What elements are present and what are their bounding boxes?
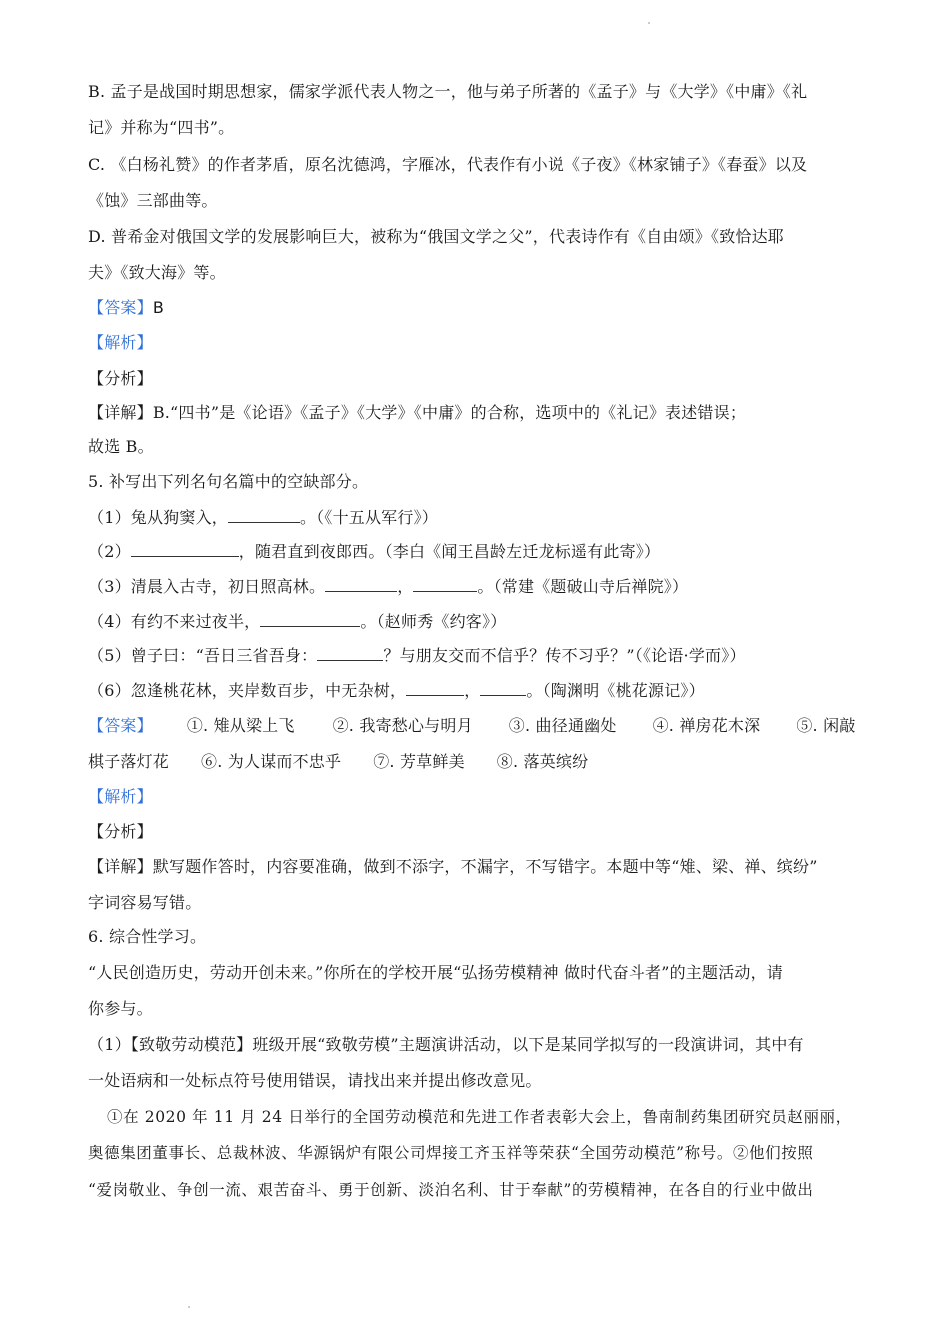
answer-tag: 【答案】 — [88, 298, 153, 317]
q6-sub1-line1: （1）【致敬劳动模范】班级开展“致敬劳模”主题演讲活动，以下是某同学拟写的一段演讲词，其中有 — [88, 1035, 804, 1054]
q5-item3 — [88, 577, 688, 597]
q5-item4-text: （4）有约不来过夜半， — [88, 612, 261, 631]
answer-item-7: ⑦. 芳草鲜美 — [373, 752, 465, 771]
q5-item4-source: 。（赵师秀《约客》） — [360, 612, 507, 631]
analysis-tag: 【解析】 — [88, 333, 153, 352]
q5-item3-source: 。（常建《题破山寺后禅院》） — [477, 577, 689, 596]
q5-item2 — [88, 542, 660, 562]
answer-line — [88, 298, 164, 318]
detail-text: 默写题作答时，内容要准确，做到不添字，不漏字，不写错字。本题中等“雉、梁、禅、缤纷” — [152, 857, 818, 876]
fill-blank — [480, 681, 526, 696]
fill-blank — [406, 681, 464, 696]
q6-intro-line2: 你参与。 — [88, 999, 153, 1018]
detail-tag: 【详解】 — [88, 857, 153, 876]
answer-value: B — [152, 298, 164, 317]
detail-text: B.“四书”是《论语》《孟子》《大学》《中庸》的合称，选项中的《礼记》表述错误； — [152, 403, 747, 422]
answer-item-4: ④. 禅房花木深 — [652, 716, 761, 735]
fill-blank — [325, 577, 397, 592]
q5-item1-text: （1）兔从狗窦入， — [88, 508, 228, 527]
scan-dot — [188, 1306, 190, 1308]
q5-item6-separator: ， — [464, 681, 481, 700]
q5-item5 — [88, 646, 746, 666]
fill-blank — [260, 612, 360, 627]
fill-blank — [317, 646, 383, 661]
q5-item2-number: （2） — [88, 542, 131, 561]
answer-item-3: ③. 曲径通幽处 — [508, 716, 617, 735]
q5-item4 — [88, 612, 506, 632]
q5-item6-source: 。（陶渊明《桃花源记》） — [526, 681, 705, 700]
answer-item-1: ①. 雉从梁上飞 — [186, 716, 295, 735]
passage-line3: “爱岗敬业、争创一流、艰苦奋斗、勇于创新、淡泊名利、甘于奉献”的劳模精神，在各自的行业中做出 — [88, 1181, 814, 1199]
detail-line2: 字词容易写错。 — [88, 893, 202, 912]
q5-item5-source: ？与朋友交而不信乎？传不习乎？”（《论语·学而》） — [383, 646, 746, 665]
option-b-line2: 记》并称为“四书”。 — [88, 118, 235, 137]
q5-item2-text: ，随君直到夜郎西。（李白《闻王昌龄左迁龙标遥有此寄》） — [238, 542, 661, 561]
q5-item3-separator: ， — [397, 577, 414, 596]
fenxi-tag: 【分析】 — [88, 369, 153, 388]
answer-tag: 【答案】 — [88, 716, 153, 735]
answer-item-6: ⑥. 为人谋而不忠乎 — [201, 752, 342, 771]
q5-answer-line1 — [88, 716, 856, 736]
option-d-line2: 夫》《致大海》等。 — [88, 263, 226, 282]
option-d-line1: D. 普希金对俄国文学的发展影响巨大，被称为“俄国文学之父”，代表诗作有《自由颂》《致恰达耶 — [88, 227, 784, 246]
q6-title: 6. 综合性学习。 — [88, 927, 207, 946]
analysis-tag: 【解析】 — [88, 787, 153, 806]
answer-item-5-cont: 棋子落灯花 — [88, 752, 170, 771]
q5-item5-text: （5）曾子曰：“吾日三省吾身： — [88, 646, 318, 665]
q6-sub1-line2: 一处语病和一处标点符号使用错误，请找出来并提出修改意见。 — [88, 1071, 542, 1090]
q5-item6-text: （6）忽逢桃花林，夹岸数百步，中无杂树， — [88, 681, 407, 700]
q5-answer-line2 — [88, 752, 588, 772]
q5-item1-source: 。（《十五从军行》） — [299, 508, 438, 527]
answer-item-8: ⑧. 落英缤纷 — [496, 752, 589, 771]
q5-title: 5. 补写出下列名句名篇中的空缺部分。 — [88, 472, 369, 491]
detail-tag: 【详解】 — [88, 403, 153, 422]
detail-line1 — [88, 857, 818, 877]
q5-item3-text: （3）清晨入古寺，初日照高林。 — [88, 577, 326, 596]
fill-blank — [413, 577, 477, 592]
fenxi-tag: 【分析】 — [88, 822, 153, 841]
answer-item-2: ②. 我寄愁心与明月 — [332, 716, 473, 735]
scan-dot — [648, 22, 650, 24]
option-c-line1: C. 《白杨礼赞》的作者茅盾，原名沈德鸿，字雁冰，代表作有小说《子夜》《林家铺子》《春蚕》以及 — [88, 155, 808, 174]
q6-intro-line1: “人民创造历史，劳动开创未来。”你所在的学校开展“弘扬劳模精神 做时代奋斗者”的主题活动，请 — [88, 963, 784, 982]
detail-line1 — [88, 403, 746, 423]
option-b-line1: B. 孟子是战国时期思想家，儒家学派代表人物之一，他与弟子所著的《孟子》与《大学》《中庸》《礼 — [88, 82, 808, 101]
detail-line2: 故选 B。 — [88, 437, 154, 456]
passage-line1: ①在 2020 年 11 月 24 日举行的全国劳动模范和先进工作者表彰大会上，鲁南制药集团研究员赵丽丽， — [107, 1108, 852, 1126]
option-c-line2: 《蚀》三部曲等。 — [88, 191, 218, 210]
q5-item1 — [88, 508, 438, 528]
answer-item-5: ⑤. 闲敲 — [796, 716, 856, 735]
fill-blank — [228, 508, 300, 523]
q5-item6 — [88, 681, 705, 701]
passage-line2: 奥德集团董事长、总裁林波、华源锅炉有限公司焊接工齐玉祥等荣获“全国劳动模范”称号。②他们按照 — [88, 1144, 814, 1162]
fill-blank — [131, 542, 239, 557]
